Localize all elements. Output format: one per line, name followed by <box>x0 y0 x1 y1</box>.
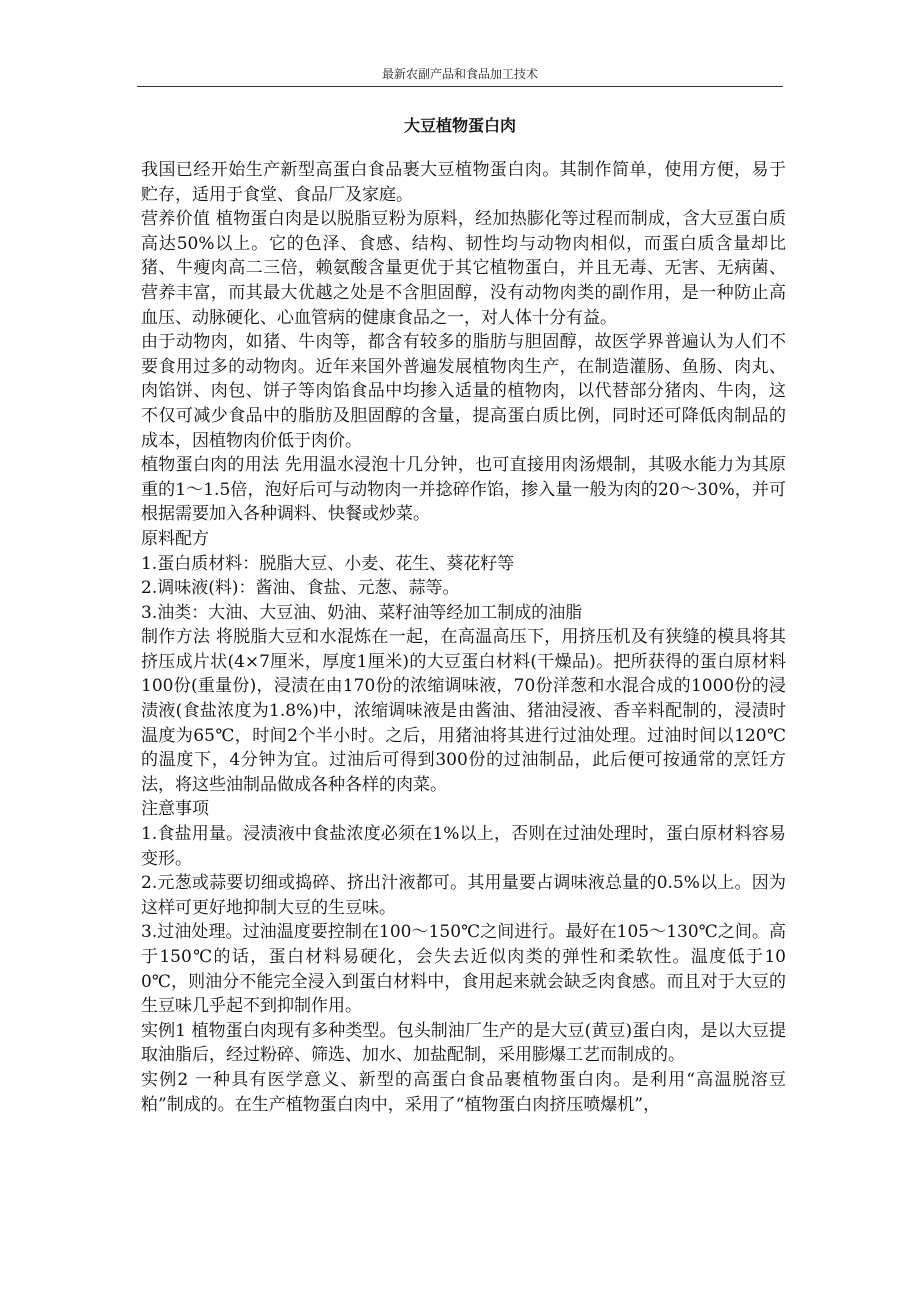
list-item-protein-material: 1.蛋白质材料：脱脂大豆、小麦、花生、葵花籽等 <box>141 553 515 574</box>
list-item-seasoning: 2.调味液(料)：酱油、食盐、元葱、蒜等。 <box>141 578 460 599</box>
paragraph-usage: 植物蛋白肉的用法 先用温水浸泡十几分钟，也可直接用肉汤煨制，其吸水能力为其原重的1～1.5倍，泡好后可与动物肉一并捻碎作馅，掺入量一般为肉的20～30%，并可根据需要加入各种调料、快餐或炒菜。 <box>141 455 786 525</box>
list-item-oils: 3.油类：大油、大豆油、奶油、菜籽油等经加工制成的油脂 <box>141 602 583 623</box>
paragraph-example-1: 实例1 植物蛋白肉现有多种类型。包头制油厂生产的是大豆(黄豆)蛋白肉，是以大豆提取油脂后，经过粉碎、筛选、加水、加盐配制，采用膨爆工艺而制成的。 <box>141 1020 786 1066</box>
document-body <box>141 158 786 1117</box>
paragraph-production-method: 制作方法 将脱脂大豆和水混炼在一起，在高温高压下，用挤压机及有狭缝的模具将其挤压成片状(4×7厘米，厚度1厘米)的大豆蛋白材料(干燥品)。把所获得的蛋白原材料100份(重量份)，浸渍在由170份的浓缩调味液，70份洋葱和水混合成的1000份的浸渍液(食盐浓度为1.8%)中，浓缩调味液是由酱油、猪油浸液、香辛料配制的，浸渍时温度为65℃，时间2个半小时。之后，用猪油将其进行过油处理。过油时间以120℃的温度下，4分钟为宜。过油后可得到300份的过油制品，此后便可按通常的烹饪方法，将这些油制品做成各种各样的肉菜。 <box>141 627 786 795</box>
section-heading-notes: 注意事项 <box>141 799 209 820</box>
paragraph-example-2: 实例2 一种具有医学意义、新型的高蛋白食品裹植物蛋白肉。是利用“高温脱溶豆粕”制成的。在生产植物蛋白肉中，采用了“植物蛋白肉挤压喷爆机”， <box>141 1069 786 1115</box>
header-divider <box>137 86 783 87</box>
paragraph-intro: 我国已经开始生产新型高蛋白食品裹大豆植物蛋白肉。其制作简单，使用方便，易于贮存，适用于食堂、食品厂及家庭。 <box>141 160 786 205</box>
list-item-oil-treatment: 3.过油处理。过油温度要控制在100～150℃之间进行。最好在105～130℃之间。高于150℃的话，蛋白材料易硬化，会失去近似肉类的弹性和柔软性。温度低于100℃，则油分不能完全浸入到蛋白材料中，食用起来就会缺乏肉食感。而且对于大豆的生豆味几乎起不到抑制作用。 <box>141 922 786 1017</box>
list-item-salt-amount: 1.食盐用量。浸渍液中食盐浓度必须在1%以上，否则在过油处理时，蛋白原材料容易变形。 <box>141 824 786 869</box>
document-title: 大豆植物蛋白肉 <box>403 116 516 135</box>
paragraph-nutrition-value: 营养价值 植物蛋白肉是以脱脂豆粉为原料，经加热膨化等过程而制成，含大豆蛋白质高达50%以上。它的色泽、食感、结构、韧性均与动物肉相似，而蛋白质含量却比猪、牛瘦肉高二三倍，赖氨酸含量更优于其它植物蛋白，并且无毒、无害、无病菌、营养丰富，而其最大优越之处是不含胆固醇，没有动物肉类的副作用，是一种防止高血压、动脉硬化、心血管病的健康食品之一，对人体十分有益。 <box>141 209 786 328</box>
paragraph-animal-meat: 由于动物肉，如猪、牛肉等，都含有较多的脂肪与胆固醇，故医学界普遍认为人们不要食用过多的动物肉。近年来国外普遍发展植物肉生产，在制造灌肠、鱼肠、肉丸、肉馅饼、肉包、饼子等肉馅食品中均掺入适量的植物肉，以代替部分猪肉、牛肉，这不仅可减少食品中的脂肪及胆固醇的含量，提高蛋白质比例，同时还可降低肉制品的成本，因植物肉价低于肉价。 <box>141 332 786 451</box>
list-item-onion-garlic: 2.元葱或蒜要切细或捣碎、挤出汁液都可。其用量要占调味液总量的0.5%以上。因为这样可更好地抑制大豆的生豆味。 <box>141 873 786 918</box>
running-header: 最新农副产品和食品加工技术 <box>381 67 538 81</box>
section-heading-formula: 原料配方 <box>141 528 209 549</box>
